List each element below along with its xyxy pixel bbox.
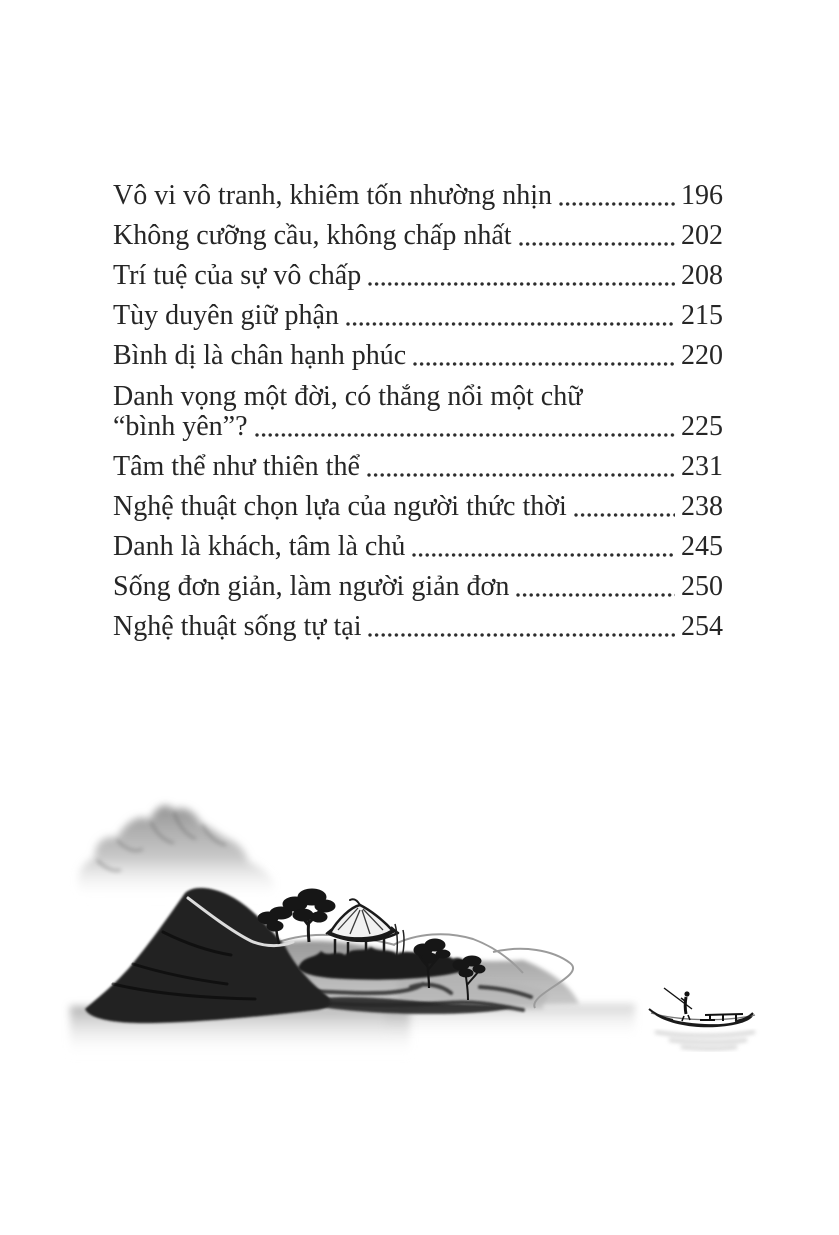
dot-leader: [368, 282, 675, 286]
toc-entry-title: Danh là khách, tâm là chủ: [113, 531, 406, 562]
toc-entry-title: Vô vi vô tranh, khiêm tốn nhường nhịn: [113, 180, 553, 211]
toc-entry: [113, 572, 723, 602]
toc-entry-page-number: 238: [681, 491, 723, 522]
toc-entry-page-number: 225: [681, 411, 723, 442]
toc-entry-title: Sống đơn giản, làm người giản đơn: [113, 571, 510, 602]
dot-leader: [368, 633, 675, 637]
misty-mountain-icon: [78, 805, 274, 900]
toc-entry-page-number: 245: [681, 531, 723, 562]
dot-leader: [574, 513, 675, 517]
toc-entry-page-number: 202: [681, 220, 723, 251]
toc-entry-title: Nghệ thuật chọn lựa của người thức thời: [113, 491, 567, 522]
toc-entry-title: Trí tuệ của sự vô chấp: [113, 260, 362, 291]
toc-entry-page-number: 196: [681, 180, 723, 211]
dot-leader: [412, 553, 675, 557]
toc-entry: [113, 341, 723, 371]
toc-entry-page-number: 208: [681, 260, 723, 291]
toc-entry: [113, 532, 723, 562]
dot-leader: [559, 202, 675, 206]
toc-entry: [113, 452, 723, 482]
toc-entry: [113, 301, 723, 331]
dot-leader: [519, 242, 675, 246]
toc-entry-page-number: 254: [681, 611, 723, 642]
toc-entry-title: Tùy duyên giữ phận: [113, 300, 339, 331]
toc-entry-title: Nghệ thuật sống tự tại: [113, 611, 362, 642]
dot-leader: [367, 473, 675, 477]
toc-entry: [113, 221, 723, 251]
dot-leader: [413, 362, 675, 366]
toc-entry-title-line1: Danh vọng một đời, có thắng nổi một chữ: [113, 381, 583, 412]
table-of-contents: [113, 181, 723, 652]
toc-entry-title: Không cưỡng cầu, không chấp nhất: [113, 220, 512, 251]
toc-entry-title: Tâm thể như thiên thể: [113, 451, 360, 482]
toc-entry: [113, 492, 723, 522]
toc-entry: [113, 612, 723, 642]
dot-leader: [516, 593, 675, 597]
toc-entry-title: “bình yên”?: [113, 411, 248, 442]
toc-entry-page-number: 220: [681, 340, 723, 371]
toc-entry: [113, 381, 723, 442]
toc-entry-page-number: 231: [681, 451, 723, 482]
toc-entry: [113, 261, 723, 291]
toc-entry-page-number: 215: [681, 300, 723, 331]
toc-entry-title: Bình dị là chân hạnh phúc: [113, 340, 407, 371]
toc-entry-page-number: 250: [681, 571, 723, 602]
ink-wash-illustration: [55, 782, 785, 1077]
dot-leader: [346, 322, 675, 326]
fisherman-boat-icon: [649, 988, 755, 1049]
dot-leader: [255, 433, 676, 437]
toc-entry: [113, 181, 723, 211]
